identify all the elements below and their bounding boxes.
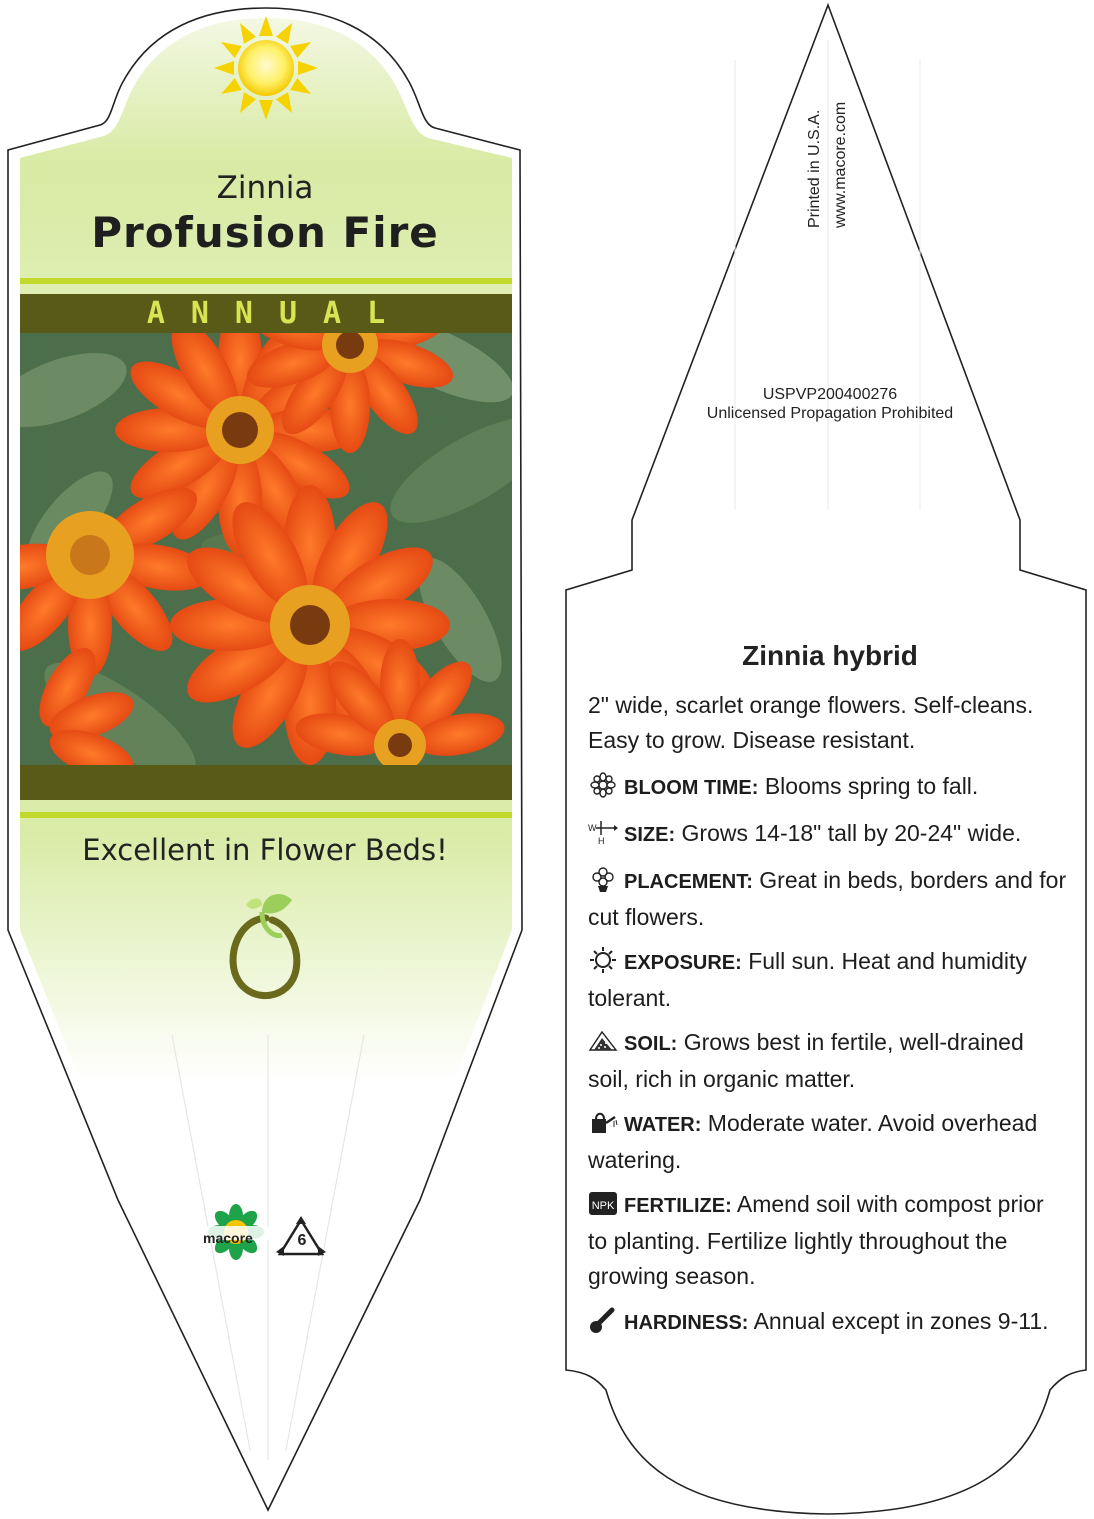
lime-rule-bottom bbox=[20, 812, 512, 818]
attr-label: EXPOSURE: bbox=[624, 952, 742, 974]
attr-exposure bbox=[588, 944, 1068, 1016]
printed-in: Printed in U.S.A. bbox=[806, 109, 823, 228]
npk-icon bbox=[588, 1190, 618, 1216]
soil-icon bbox=[588, 1028, 618, 1054]
attr-text: Blooms spring to fall. bbox=[764, 773, 979, 799]
attr-placement bbox=[588, 863, 1068, 935]
website: www.macore.com bbox=[832, 101, 849, 228]
recycle-code: 6 bbox=[297, 1232, 307, 1249]
attr-fertilize bbox=[588, 1187, 1068, 1294]
attr-hardiness bbox=[588, 1304, 1068, 1341]
attr-label: BLOOM TIME: bbox=[624, 777, 759, 799]
size-arrows-icon bbox=[588, 819, 618, 845]
attr-label: WATER: bbox=[624, 1114, 702, 1136]
attr-text: Amend soil with compost prior to planting. Fertilize lightly throughout the growing season. bbox=[588, 1191, 1044, 1289]
flower-icon bbox=[588, 772, 618, 798]
description: 2" wide, scarlet orange flowers. Self-cleans. Easy to grow. Disease resistant. bbox=[588, 692, 1034, 753]
variety-name: Profusion Fire bbox=[91, 208, 439, 257]
attr-label: FERTILIZE: bbox=[624, 1195, 732, 1217]
attr-text: Great in beds, borders and for cut flowers. bbox=[588, 867, 1067, 930]
size-icon-h: H bbox=[598, 836, 605, 845]
attr-label: PLACEMENT: bbox=[624, 871, 753, 893]
attr-text: Grows best in fertile, well-drained soil, rich in organic matter. bbox=[588, 1029, 1024, 1092]
thermometer-icon bbox=[588, 1307, 618, 1333]
common-name: Zinnia bbox=[216, 170, 314, 206]
attr-text: Annual except in zones 9-11. bbox=[753, 1308, 1049, 1334]
sun-icon bbox=[588, 947, 618, 973]
patent-number: USPVP200400276 bbox=[762, 386, 898, 403]
attr-size bbox=[588, 816, 1068, 853]
tagline: Excellent in Flower Beds! bbox=[82, 833, 448, 867]
attr-text: Full sun. Heat and humidity tolerant. bbox=[588, 948, 1027, 1011]
patent-notice: Unlicensed Propagation Prohibited bbox=[706, 405, 954, 422]
npk-icon-text: NPK bbox=[591, 1200, 615, 1212]
size-icon-w: W bbox=[588, 823, 597, 833]
botanical-name: Zinnia hybrid bbox=[742, 640, 918, 671]
attr-label: HARDINESS: bbox=[624, 1312, 749, 1334]
plant-type-label: ANNUAL bbox=[146, 296, 412, 331]
attr-soil bbox=[588, 1025, 1068, 1097]
flower-pot-icon bbox=[588, 866, 618, 892]
attr-label: SIZE: bbox=[624, 824, 676, 846]
attr-label: SOIL: bbox=[624, 1033, 678, 1055]
attr-text: Moderate water. Avoid overhead watering. bbox=[588, 1110, 1038, 1173]
lime-rule-top bbox=[20, 278, 512, 284]
attr-text: Grows 14-18" tall by 20-24" wide. bbox=[681, 820, 1022, 846]
patent-block bbox=[640, 385, 1020, 423]
watering-can-icon bbox=[588, 1109, 618, 1135]
attr-water bbox=[588, 1106, 1068, 1178]
brand-name: macore bbox=[203, 1230, 253, 1246]
attr-bloom-time bbox=[588, 769, 1068, 806]
